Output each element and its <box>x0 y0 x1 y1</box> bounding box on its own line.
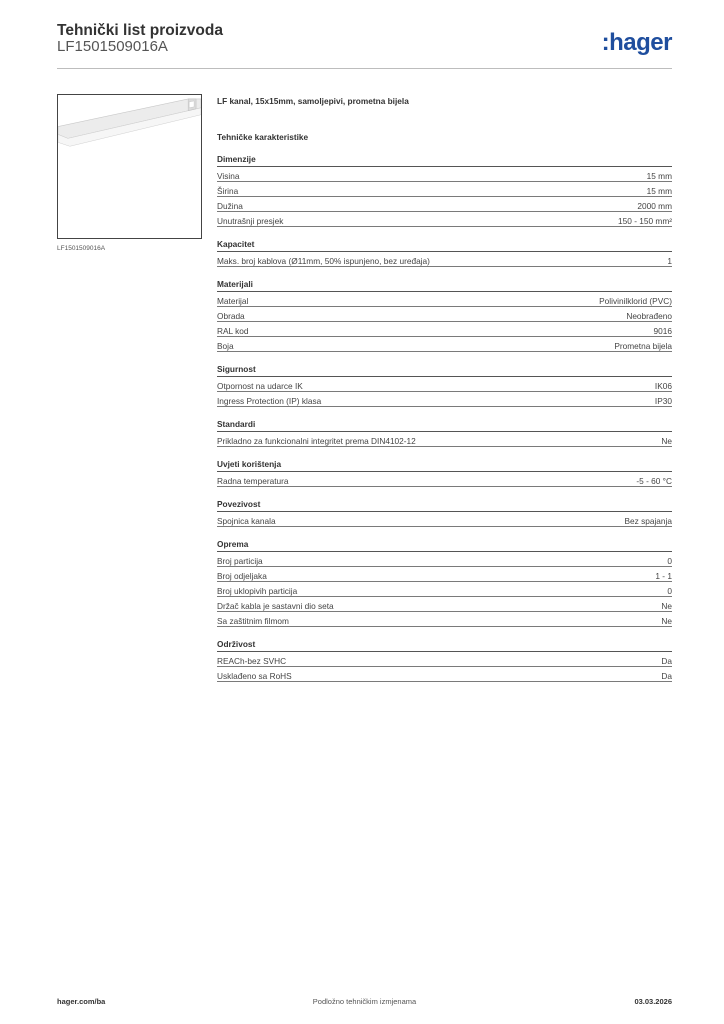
spec-value: 150 - 150 mm² <box>618 215 672 226</box>
footer-website: hager.com/ba <box>57 997 106 1006</box>
section-title: Standardi <box>217 419 672 432</box>
image-caption: LF1501509016A <box>57 245 106 252</box>
spec-row <box>217 307 672 322</box>
spec-label: Broj uklopivih particija <box>217 585 298 596</box>
spec-value: 15 mm <box>646 185 672 196</box>
spec-row <box>217 582 672 597</box>
spec-label: Radna temperatura <box>217 475 289 486</box>
spec-value: Da <box>661 655 672 666</box>
spec-section <box>217 459 672 487</box>
product-image <box>57 94 202 239</box>
spec-section <box>217 539 672 627</box>
spec-value: 1 <box>667 255 672 266</box>
spec-label: Broj particija <box>217 555 263 566</box>
hager-logo: :hager <box>601 29 672 56</box>
spec-label: REACh-bez SVHC <box>217 655 287 666</box>
spec-value: IP30 <box>654 395 672 406</box>
spec-row <box>217 432 672 447</box>
spec-value: -5 - 60 °C <box>636 475 672 486</box>
spec-label: Spojnica kanala <box>217 515 276 526</box>
spec-label: Sa zaštitnim filmom <box>217 615 289 626</box>
section-title: Povezivost <box>217 499 672 512</box>
spec-row <box>217 597 672 612</box>
spec-row <box>217 337 672 352</box>
spec-row <box>217 392 672 407</box>
spec-row <box>217 197 672 212</box>
spec-label: Boja <box>217 340 234 351</box>
spec-row <box>217 322 672 337</box>
section-title: Materijali <box>217 279 672 292</box>
spec-value: 0 <box>667 585 672 596</box>
section-title: Sigurnost <box>217 364 672 377</box>
page-title: Tehnički list proizvoda <box>57 22 223 39</box>
spec-value: 1 - 1 <box>655 570 672 581</box>
spec-section <box>217 154 672 227</box>
tech-characteristics-heading: Tehničke karakteristike <box>217 132 309 142</box>
spec-label: Maks. broj kablova (Ø11mm, 50% ispunjeno, bez uređaja) <box>217 255 430 266</box>
section-title: Dimenzije <box>217 154 672 167</box>
spec-value: 2000 mm <box>637 200 672 211</box>
spec-row <box>217 512 672 527</box>
spec-label: Materijal <box>217 295 249 306</box>
spec-label: Prikladno za funkcionalni integritet prema DIN4102-12 <box>217 435 416 446</box>
spec-row <box>217 552 672 567</box>
spec-row <box>217 212 672 227</box>
spec-row <box>217 612 672 627</box>
footer-disclaimer: Podložno tehničkim izmjenama <box>312 997 417 1006</box>
spec-label: Otpornost na udarce IK <box>217 380 303 391</box>
spec-section <box>217 639 672 682</box>
spec-value: 9016 <box>653 325 672 336</box>
footer-date: 03.03.2026 <box>634 997 672 1006</box>
spec-label: Širina <box>217 185 239 196</box>
spec-value: Prometna bijela <box>614 340 672 351</box>
spec-row <box>217 377 672 392</box>
cable-duct-illustration <box>58 95 201 238</box>
spec-label: Visina <box>217 170 240 181</box>
spec-row <box>217 167 672 182</box>
spec-value: Ne <box>661 600 672 611</box>
spec-label: Unutrašnji presjek <box>217 215 284 226</box>
section-title: Održivost <box>217 639 672 652</box>
spec-value: Polivinilklorid (PVC) <box>599 295 672 306</box>
spec-label: Ingress Protection (IP) klasa <box>217 395 322 406</box>
spec-value: 0 <box>667 555 672 566</box>
section-title: Kapacitet <box>217 239 672 252</box>
spec-label: Dužina <box>217 200 243 211</box>
spec-value: Neobrađeno <box>626 310 672 321</box>
spec-content <box>217 96 672 682</box>
product-code: LF1501509016A <box>57 38 168 55</box>
spec-label: Broj odjeljaka <box>217 570 267 581</box>
spec-value: Da <box>661 670 672 681</box>
spec-label: RAL kod <box>217 325 249 336</box>
spec-section <box>217 239 672 267</box>
spec-row <box>217 182 672 197</box>
spec-label: Obrada <box>217 310 245 321</box>
spec-value: 15 mm <box>646 170 672 181</box>
spec-label: Usklađeno sa RoHS <box>217 670 292 681</box>
spec-section <box>217 499 672 527</box>
spec-row <box>217 567 672 582</box>
spec-section <box>217 419 672 447</box>
spec-value: Ne <box>661 615 672 626</box>
spec-row <box>217 292 672 307</box>
spec-section <box>217 364 672 407</box>
product-description: LF kanal, 15x15mm, samoljepivi, prometna bijela <box>217 96 409 106</box>
spec-label: Držač kabla je sastavni dio seta <box>217 600 334 611</box>
spec-sections <box>217 154 672 682</box>
spec-row <box>217 667 672 682</box>
header-divider <box>57 68 672 69</box>
spec-section <box>217 279 672 352</box>
spec-row <box>217 252 672 267</box>
spec-value: IK06 <box>654 380 672 391</box>
spec-row <box>217 652 672 667</box>
spec-row <box>217 472 672 487</box>
spec-value: Bez spajanja <box>624 515 672 526</box>
section-title: Oprema <box>217 539 672 552</box>
section-title: Uvjeti korištenja <box>217 459 672 472</box>
spec-value: Ne <box>661 435 672 446</box>
